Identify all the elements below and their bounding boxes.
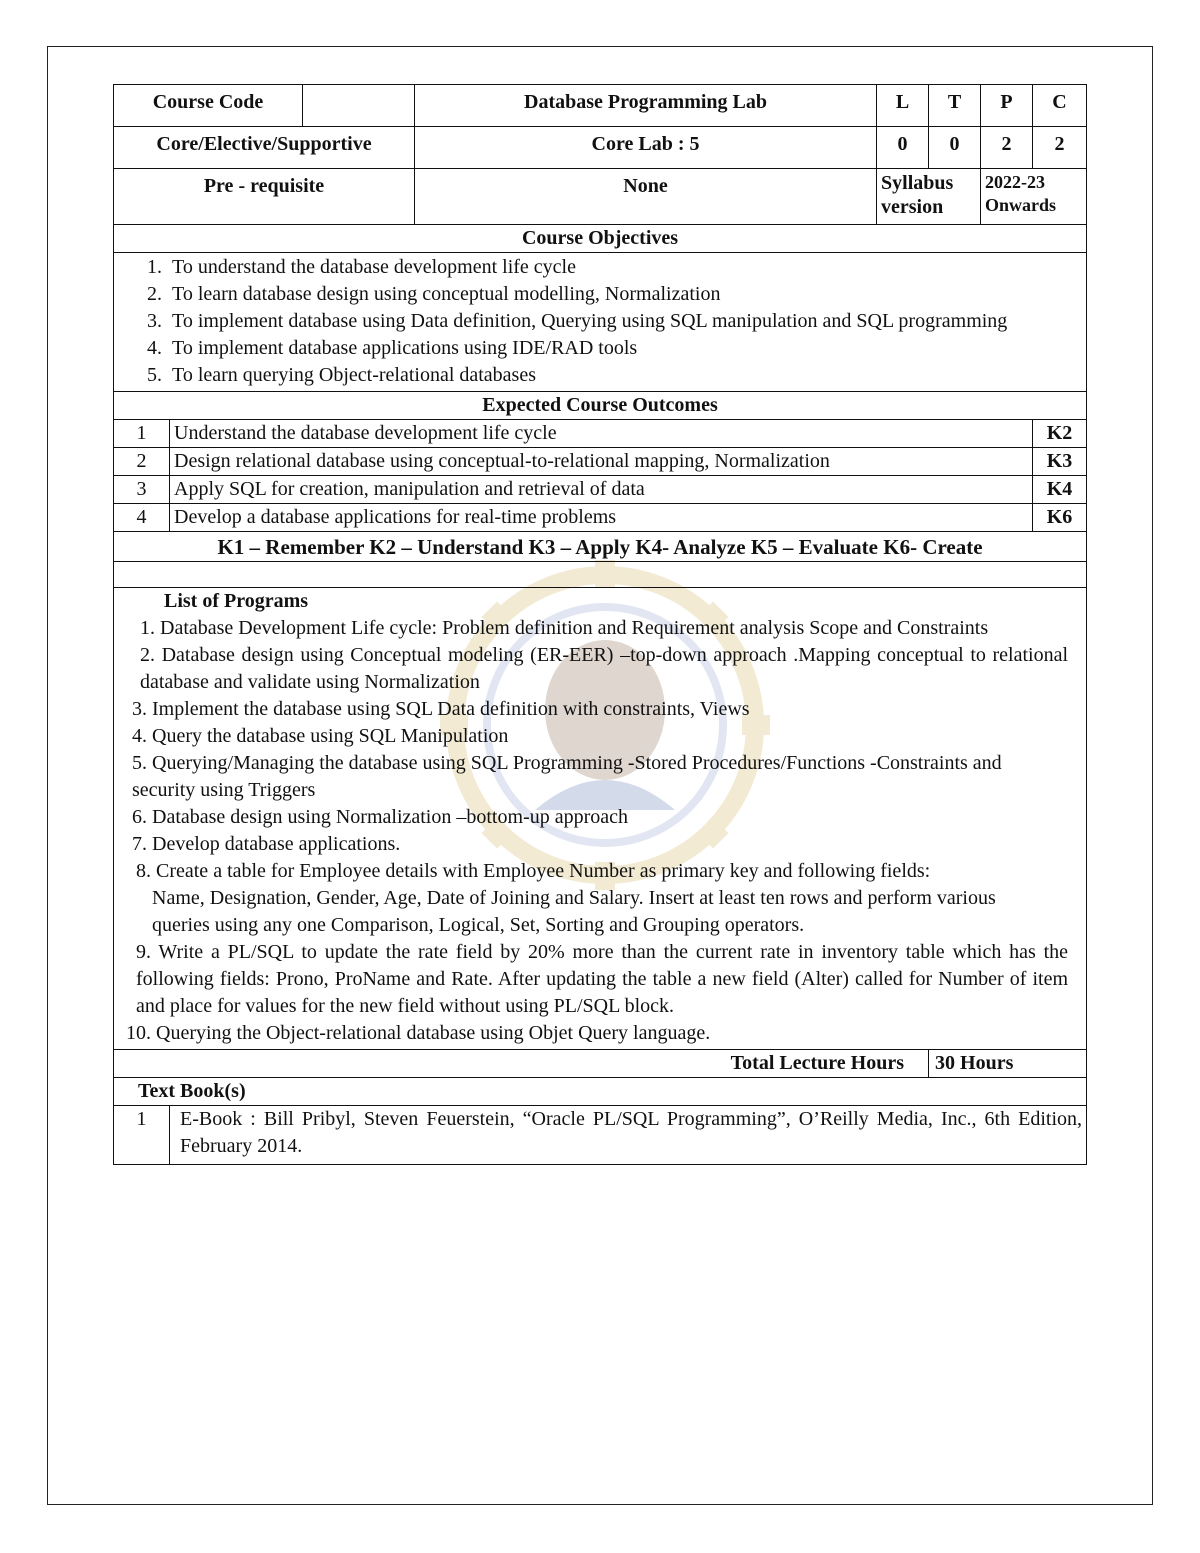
program-item: 1. Database Development Life cycle: Problem definition and Requirement analysis Scope and Constraints — [140, 617, 989, 639]
prerequisite-value: None — [415, 169, 877, 225]
col-c-label: C — [1033, 85, 1087, 127]
textbook-row — [114, 1106, 1087, 1165]
course-objectives-list — [114, 253, 1087, 392]
program-item: 3. Implement the database using SQL Data definition with constraints, Views — [132, 698, 750, 720]
program-item: Name, Designation, Gender, Age, Date of Joining and Salary. Insert at least ten rows and perform various queries using any one Comparison, Logical, Set, Sorting and Grouping operators. — [152, 887, 996, 936]
objective-item: 2. To learn database design using conceptual modelling, Normalization — [147, 283, 721, 305]
prerequisite-label: Pre - requisite — [114, 169, 415, 225]
outcome-level: K2 — [1033, 420, 1087, 448]
program-item: 7. Develop database applications. — [132, 833, 401, 855]
p-value: 2 — [981, 127, 1033, 169]
objective-item: 1. To understand the database development life cycle — [147, 256, 576, 278]
outcome-number: 1 — [114, 420, 170, 448]
objective-item: 3. To implement database using Data definition, Querying using SQL manipulation and SQL programming — [147, 310, 1008, 332]
total-lecture-hours-value: 30 Hours — [929, 1050, 1087, 1078]
syllabus-version-value: 2022-23 Onwards — [981, 169, 1087, 225]
objective-item: 4. To implement database applications using IDE/RAD tools — [147, 337, 638, 359]
program-item: 9. Write a PL/SQL to update the rate field by 20% more than the current rate in inventory table which has the following fields: Prono, ProName and Rate. After updating the table a new field (Alter) called for Number of item and place for values for the new field without using PL/SQL block. — [136, 941, 1069, 1017]
outcome-row — [114, 504, 1087, 532]
program-item: 2. Database design using Conceptual modeling (ER-EER) –top-down approach .Mapping conceptual to relational database and validate using Normalization — [140, 644, 1069, 693]
col-l-label: L — [877, 85, 929, 127]
textbooks-title: Text Book(s) — [114, 1078, 1087, 1106]
programs-title: List of Programs — [164, 590, 309, 612]
outcome-level: K3 — [1033, 448, 1087, 476]
objective-item: 5. To learn querying Object-relational databases — [147, 364, 537, 386]
course-syllabus-sheet — [113, 84, 1086, 1165]
outcome-number: 3 — [114, 476, 170, 504]
outcome-text: Design relational database using conceptual-to-relational mapping, Normalization — [170, 448, 1033, 476]
program-item: 10. Querying the Object-relational database using Objet Query language. — [126, 1022, 711, 1044]
col-t-label: T — [929, 85, 981, 127]
outcome-text: Understand the database development life cycle — [170, 420, 1033, 448]
syllabus-table — [113, 84, 1087, 1165]
outcome-number: 4 — [114, 504, 170, 532]
textbook-number: 1 — [114, 1106, 170, 1165]
category-value: Core Lab : 5 — [415, 127, 877, 169]
t-value: 0 — [929, 127, 981, 169]
program-item: 6. Database design using Normalization –bottom-up approach — [132, 806, 628, 828]
outcome-row — [114, 448, 1087, 476]
course-title: Database Programming Lab — [415, 85, 877, 127]
c-value: 2 — [1033, 127, 1087, 169]
program-item: 8. Create a table for Employee details with Employee Number as primary key and following fields: — [136, 860, 931, 882]
col-p-label: P — [981, 85, 1033, 127]
course-outcomes-title: Expected Course Outcomes — [114, 392, 1087, 420]
category-label: Core/Elective/Supportive — [114, 127, 415, 169]
outcome-level: K4 — [1033, 476, 1087, 504]
outcome-row — [114, 420, 1087, 448]
course-code-label: Course Code — [114, 85, 303, 127]
knowledge-level-legend: K1 – Remember K2 – Understand K3 – Apply K4- Analyze K5 – Evaluate K6- Create — [114, 532, 1087, 562]
syllabus-version-label: Syllabus version — [877, 169, 981, 225]
outcome-text: Develop a database applications for real-time problems — [170, 504, 1033, 532]
spacer-row — [114, 562, 1087, 588]
outcome-text: Apply SQL for creation, manipulation and retrieval of data — [170, 476, 1033, 504]
outcome-number: 2 — [114, 448, 170, 476]
course-objectives-title: Course Objectives — [114, 225, 1087, 253]
l-value: 0 — [877, 127, 929, 169]
outcome-level: K6 — [1033, 504, 1087, 532]
program-item: 5. Querying/Managing the database using SQL Programming -Stored Procedures/Functions -Constraints and security using Triggers — [132, 752, 1002, 801]
total-lecture-hours-label: Total Lecture Hours — [114, 1050, 929, 1078]
program-item: 4. Query the database using SQL Manipulation — [132, 725, 509, 747]
textbook-text: E-Book : Bill Pribyl, Steven Feuerstein, “Oracle PL/SQL Programming”, O’Reilly Media, Inc., 6th Edition, February 2014. — [170, 1106, 1087, 1165]
course-code-value — [303, 85, 415, 127]
programs-cell — [114, 588, 1087, 1050]
outcome-row — [114, 476, 1087, 504]
